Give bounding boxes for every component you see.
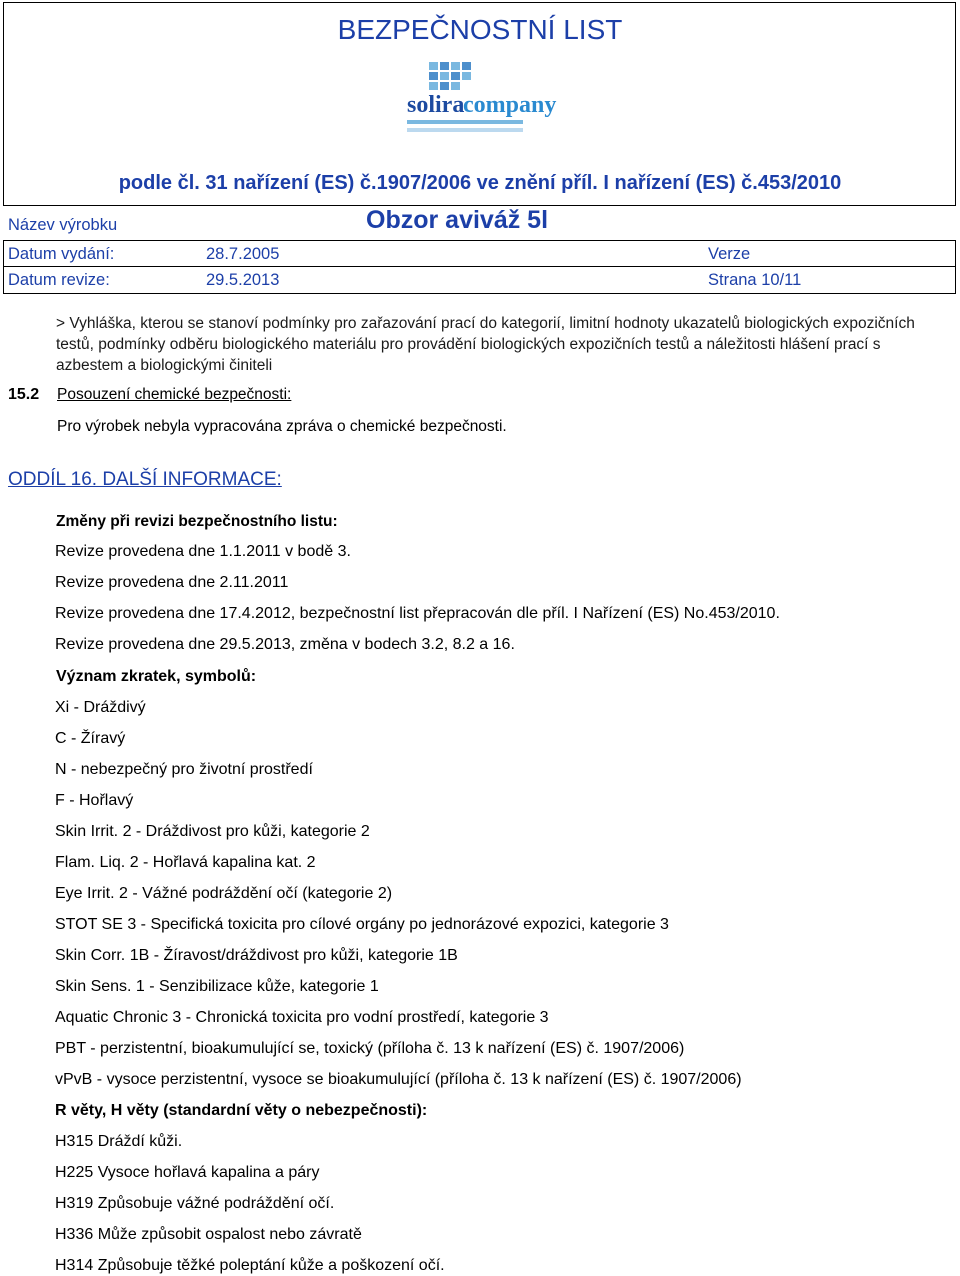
divider <box>3 266 956 267</box>
h-statement-item: H315 Dráždí kůži. <box>55 1133 183 1150</box>
abbreviation-item: Skin Corr. 1B - Žíravost/dráždivost pro kůži, kategorie 1B <box>55 947 458 964</box>
intro-text: > Vyhláška, kterou se stanoví podmínky pro zařazování prací do kategorií, limitní hodnoty ukazatelů biologických expozičních testů, podmínky odběru biologického materiálu pro provádění biologických expozičních testů a náležitosti hlášení prací s azbestem a biologickými činiteli <box>56 315 915 374</box>
document-title: BEZPEČNOSTNÍ LIST <box>337 14 623 45</box>
abbreviation-item: N - nebezpečný pro životní prostředí <box>55 761 313 778</box>
logo-text-company: company <box>463 92 557 118</box>
revision-date: 29.5.2013 <box>206 271 280 289</box>
company-logo <box>403 58 557 154</box>
change-item: Revize provedena dne 29.5.2013, změna v bodech 3.2, 8.2 a 16. <box>55 636 515 653</box>
abbreviation-item: F - Hořlavý <box>55 792 134 809</box>
change-item: Revize provedena dne 2.11.2011 <box>55 574 289 591</box>
abbreviation-item: Xi - Dráždivý <box>55 699 146 716</box>
abbreviation-item: Eye Irrit. 2 - Vážné podráždění očí (kategorie 2) <box>55 885 393 902</box>
divider <box>3 240 956 241</box>
h-statement-item: H319 Způsobuje vážné podráždění očí. <box>55 1195 335 1212</box>
change-item: Revize provedena dne 17.4.2012, bezpečnostní list přepracován dle příl. I Nařízení (ES) No.453/2010. <box>55 605 780 622</box>
divider <box>3 293 956 294</box>
abbreviation-item: PBT - perzistentní, bioakumulující se, toxický (příloha č. 13 k nařízení (ES) č. 1907/2006) <box>55 1040 685 1057</box>
product-name: Obzor aviváž 5l <box>366 206 549 234</box>
abbreviation-item: Skin Irrit. 2 - Dráždivost pro kůži, kategorie 2 <box>55 823 370 840</box>
issue-date-label: Datum vydání: <box>8 245 115 263</box>
regulation-line: podle čl. 31 nařízení (ES) č.1907/2006 ve znění příl. I nařízení (ES) č.453/2010 <box>118 172 842 194</box>
version-label: Verze <box>708 245 751 263</box>
section-text: Pro výrobek nebyla vypracována zpráva o chemické bezpečnosti. <box>57 418 507 435</box>
page-number: Strana 10/11 <box>708 271 802 289</box>
divider <box>3 240 4 293</box>
abbreviation-item: Flam. Liq. 2 - Hořlavá kapalina kat. 2 <box>55 854 316 871</box>
logo-text-solira: solira <box>407 92 465 118</box>
abbreviation-item: Skin Sens. 1 - Senzibilizace kůže, kategorie 1 <box>55 978 379 995</box>
h-statement-item: H314 Způsobuje těžké poleptání kůže a poškození očí. <box>55 1257 445 1274</box>
h-statement-item: H336 Může způsobit ospalost nebo závratě <box>55 1226 362 1243</box>
section-16-title: ODDÍL 16. DALŠÍ INFORMACE: <box>8 469 282 490</box>
abbreviations-heading: Význam zkratek, symbolů: <box>56 668 257 685</box>
h-statements-heading: R věty, H věty (standardní věty o nebezpečnosti): <box>55 1102 428 1119</box>
changes-heading: Změny při revizi bezpečnostního listu: <box>56 513 338 530</box>
abbreviation-item: Aquatic Chronic 3 - Chronická toxicita pro vodní prostředí, kategorie 3 <box>55 1009 549 1026</box>
product-label: Název výrobku <box>8 216 118 234</box>
h-statement-item: H225 Vysoce hořlavá kapalina a páry <box>55 1164 320 1181</box>
abbreviation-item: STOT SE 3 - Specifická toxicita pro cílové orgány po jednorázové expozici, kategorie 3 <box>55 916 669 933</box>
section-number: 15.2 <box>8 386 40 403</box>
change-item: Revize provedena dne 1.1.2011 v bodě 3. <box>55 543 351 560</box>
issue-date: 28.7.2005 <box>206 245 280 263</box>
revision-date-label: Datum revize: <box>8 271 110 289</box>
section-heading: Posouzení chemické bezpečnosti: <box>57 386 292 403</box>
abbreviation-item: C - Žíravý <box>55 730 126 747</box>
abbreviation-item: vPvB - vysoce perzistentní, vysoce se bioakumulující (příloha č. 13 k nařízení (ES) č. 1907/2006) <box>55 1071 742 1088</box>
divider <box>955 240 956 293</box>
